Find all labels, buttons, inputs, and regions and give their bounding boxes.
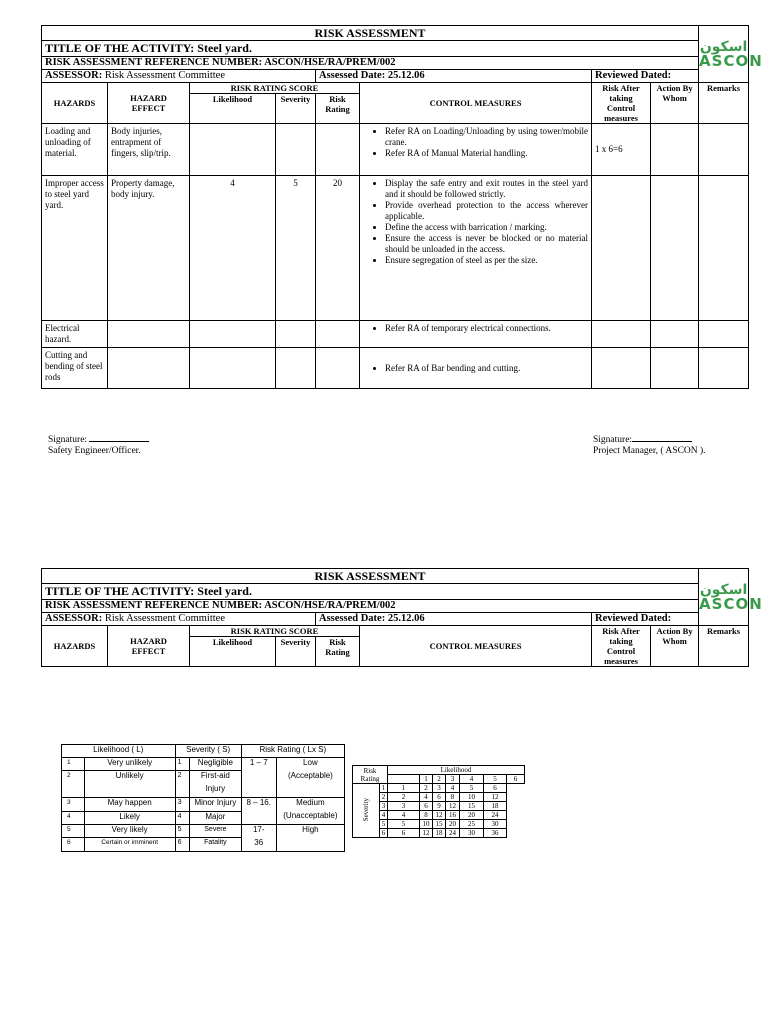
legend-severity bbox=[190, 771, 242, 798]
measures-cell bbox=[360, 321, 592, 348]
severity-cell bbox=[276, 124, 316, 176]
logo-text: ASCON bbox=[699, 51, 763, 70]
matrix-cell: 16 bbox=[446, 811, 460, 820]
matrix-cell: 30 bbox=[460, 829, 484, 838]
reference-number bbox=[42, 57, 699, 70]
col-remarks: Remarks bbox=[699, 626, 749, 667]
matrix-cell: 18 bbox=[484, 802, 507, 811]
action-cell bbox=[651, 124, 699, 176]
measure-item: • Ensure segregation of steel as per the size. bbox=[385, 255, 588, 266]
col-control-measures: CONTROL MEASURES bbox=[360, 626, 592, 667]
after-cell bbox=[592, 348, 651, 389]
measures-cell bbox=[360, 348, 592, 389]
assessed-date bbox=[316, 613, 592, 626]
hazard-cell: Improper access to steel yard yard. bbox=[42, 176, 108, 321]
assessor bbox=[42, 70, 316, 83]
assessor-label: ASSESSOR: bbox=[45, 70, 103, 81]
col-severity: Severity bbox=[276, 94, 316, 124]
legend-severity: Major bbox=[190, 811, 242, 825]
remarks-cell bbox=[699, 176, 749, 321]
risk-assessment-form bbox=[41, 25, 763, 389]
col-control-measures: CONTROL MEASURES bbox=[360, 83, 592, 124]
col-after-1: Risk After bbox=[602, 83, 640, 93]
measures-cell bbox=[360, 124, 592, 176]
title-value: Steel yard. bbox=[197, 41, 252, 55]
matrix-cell: 15 bbox=[433, 820, 446, 829]
ref-label: RISK ASSESSMENT REFERENCE NUMBER: bbox=[45, 600, 263, 611]
activity-title bbox=[42, 41, 699, 57]
action-cell bbox=[651, 348, 699, 389]
matrix-header: 2 bbox=[433, 775, 446, 784]
logo-arabic: اسكون bbox=[699, 581, 748, 598]
likelihood-cell bbox=[190, 321, 276, 348]
matrix-header bbox=[388, 775, 420, 784]
matrix-row bbox=[353, 784, 525, 793]
legend-likelihood: Certain or imminent bbox=[84, 838, 175, 852]
likelihood-cell bbox=[190, 348, 276, 389]
legend-range-med: 8 – 16. bbox=[241, 798, 276, 825]
matrix-cell: 3 bbox=[388, 802, 420, 811]
legend-severity: Fatality bbox=[190, 838, 242, 852]
legend-low-b: (Acceptable) bbox=[287, 771, 333, 780]
measure-item: • Provide overhead protection to the access wherever applicable. bbox=[385, 200, 588, 222]
table-row bbox=[42, 176, 749, 321]
col-action-2: Whom bbox=[662, 636, 687, 646]
matrix-cell: 12 bbox=[446, 802, 460, 811]
col-after-4: measures bbox=[604, 656, 638, 666]
legend-likelihood: Unlikely bbox=[84, 771, 175, 798]
col-effect-line1: HAZARD bbox=[130, 636, 167, 646]
legend-sev-2a: First-aid bbox=[200, 771, 230, 780]
matrix-likelihood-label: Likelihood bbox=[388, 766, 525, 775]
matrix-cell: 36 bbox=[484, 829, 507, 838]
matrix-cell: 12 bbox=[484, 793, 507, 802]
after-cell bbox=[592, 176, 651, 321]
col-risk-rating bbox=[316, 94, 360, 124]
activity-title bbox=[42, 584, 699, 600]
assessor-label: ASSESSOR: bbox=[45, 613, 103, 624]
col-risk-2: Rating bbox=[325, 647, 350, 657]
hazard-cell: Electrical hazard. bbox=[42, 321, 108, 348]
signature-label: Signature: bbox=[48, 435, 88, 445]
legend-severity: Severe bbox=[190, 825, 242, 838]
matrix-cell: 2 bbox=[380, 793, 388, 802]
assessor-value: Risk Assessment Committee bbox=[104, 613, 225, 624]
after-cell: 1 x 6=6 bbox=[592, 124, 651, 176]
legend-med-b: (Unacceptable) bbox=[283, 811, 338, 820]
matrix-cell: 6 bbox=[388, 829, 420, 838]
col-action-by bbox=[651, 83, 699, 124]
matrix-cell: 5 bbox=[388, 820, 420, 829]
col-effect-line1: HAZARD bbox=[130, 93, 167, 103]
signature-role: Safety Engineer/Officer. bbox=[48, 446, 141, 456]
matrix-cell: 4 bbox=[446, 784, 460, 793]
measure-item: • Refer RA on Loading/Unloading by using tower/mobile crane. bbox=[385, 126, 588, 148]
measure-item: • Refer RA of Bar bending and cutting. bbox=[385, 363, 588, 374]
col-after-3: Control bbox=[606, 646, 636, 656]
legend-range-low: 1 – 7 bbox=[241, 758, 276, 798]
effect-cell: Property damage, body injury. bbox=[108, 176, 190, 321]
col-action-1: Action By bbox=[656, 83, 693, 93]
legend-medium bbox=[276, 798, 344, 825]
assessor-value: Risk Assessment Committee bbox=[104, 70, 225, 81]
col-risk-1: Risk bbox=[329, 94, 346, 104]
signature-role: Project Manager, ( ASCON ). bbox=[593, 446, 706, 456]
legend-high-a: 17- bbox=[252, 825, 265, 834]
matrix-cell: 6 bbox=[433, 793, 446, 802]
col-after-2: taking bbox=[609, 636, 633, 646]
matrix-header: 1 bbox=[420, 775, 433, 784]
legend-num: 1 bbox=[175, 758, 189, 771]
col-hazard-effect bbox=[108, 83, 190, 124]
signature-project-manager bbox=[593, 432, 706, 457]
matrix-cell: 2 bbox=[388, 793, 420, 802]
legend-num: 3 bbox=[175, 798, 189, 812]
matrix-cell: 24 bbox=[446, 829, 460, 838]
logo-arabic: اسكون bbox=[699, 38, 748, 55]
col-after-4: measures bbox=[604, 113, 638, 123]
matrix-header: 6 bbox=[507, 775, 525, 784]
col-after-1: Risk After bbox=[602, 626, 640, 636]
matrix-cell: 6 bbox=[420, 802, 433, 811]
form-heading: RISK ASSESSMENT bbox=[42, 569, 699, 584]
matrix-corner-1: Risk bbox=[363, 766, 377, 775]
measure-item: • Refer RA of temporary electrical connections. bbox=[385, 323, 588, 334]
col-effect-line2: EFFECT bbox=[131, 103, 166, 113]
reviewed-date: Reviewed Dated: bbox=[592, 70, 699, 83]
remarks-cell bbox=[699, 348, 749, 389]
after-cell bbox=[592, 321, 651, 348]
legend-head-rating: Risk Rating ( Lx S) bbox=[241, 745, 344, 758]
legend-high-b: 36 bbox=[254, 838, 264, 847]
measure-item: • Define the access with barrication / marking. bbox=[385, 222, 588, 233]
matrix-cell: 4 bbox=[380, 811, 388, 820]
form-heading: RISK ASSESSMENT bbox=[42, 26, 699, 41]
matrix-header: 5 bbox=[484, 775, 507, 784]
legend-num: 4 bbox=[175, 811, 189, 825]
assessor bbox=[42, 613, 316, 626]
legend-range-high bbox=[241, 825, 276, 852]
col-remarks: Remarks bbox=[699, 83, 749, 124]
legend-high: High bbox=[276, 825, 344, 852]
col-risk-after bbox=[592, 626, 651, 667]
ref-value: ASCON/HSE/RA/PREM/002 bbox=[264, 57, 396, 68]
risk-matrix bbox=[352, 765, 525, 838]
table-row bbox=[42, 124, 749, 176]
title-label: TITLE OF THE ACTIVITY: bbox=[45, 584, 195, 598]
col-severity: Severity bbox=[276, 637, 316, 667]
hazard-cell: Loading and unloading of material. bbox=[42, 124, 108, 176]
hazard-cell: Cutting and bending of steel rods bbox=[42, 348, 108, 389]
col-risk-score: RISK RATING SCORE bbox=[190, 83, 360, 94]
matrix-cell: 6 bbox=[484, 784, 507, 793]
rating-legend-table bbox=[61, 744, 345, 852]
signature-line bbox=[89, 432, 149, 442]
col-hazard-effect bbox=[108, 626, 190, 667]
table-row bbox=[42, 321, 749, 348]
col-effect-line2: EFFECT bbox=[131, 646, 166, 656]
reference-number bbox=[42, 600, 699, 613]
assessed-value: 25.12.06 bbox=[387, 613, 425, 624]
legend-likelihood: Likely bbox=[84, 811, 175, 825]
remarks-cell bbox=[699, 124, 749, 176]
ref-value: ASCON/HSE/RA/PREM/002 bbox=[264, 600, 396, 611]
likelihood-cell bbox=[190, 124, 276, 176]
assessed-label: Assessed Date: bbox=[319, 70, 386, 81]
measure-item: • Ensure the access is never be blocked or no material should be unloaded in the access. bbox=[385, 233, 588, 255]
signature-label: Signature: bbox=[593, 435, 633, 445]
matrix-cell: 10 bbox=[460, 793, 484, 802]
legend-low-a: Low bbox=[303, 758, 318, 767]
ascon-logo bbox=[699, 569, 763, 626]
legend-sev-2b: Injury bbox=[205, 784, 226, 793]
severity-cell bbox=[276, 348, 316, 389]
col-risk-1: Risk bbox=[329, 637, 346, 647]
table-row bbox=[42, 348, 749, 389]
legend-head-severity: Severity ( S) bbox=[175, 745, 241, 758]
legend-num: 2 bbox=[62, 771, 85, 798]
assessed-value: 25.12.06 bbox=[387, 70, 425, 81]
matrix-cell: 3 bbox=[380, 802, 388, 811]
matrix-corner-2: Rating bbox=[360, 774, 380, 783]
matrix-cell: 24 bbox=[484, 811, 507, 820]
assessed-label: Assessed Date: bbox=[319, 613, 386, 624]
col-risk-rating bbox=[316, 637, 360, 667]
remarks-cell bbox=[699, 321, 749, 348]
matrix-cell: 5 bbox=[460, 784, 484, 793]
legend-num: 2 bbox=[175, 771, 189, 798]
effect-cell bbox=[108, 348, 190, 389]
matrix-severity-label bbox=[353, 784, 380, 838]
ref-label: RISK ASSESSMENT REFERENCE NUMBER: bbox=[45, 57, 263, 68]
legend-likelihood: Very likely bbox=[84, 825, 175, 838]
title-value: Steel yard. bbox=[197, 584, 252, 598]
matrix-header: 3 bbox=[446, 775, 460, 784]
ascon-logo bbox=[699, 26, 763, 83]
matrix-cell: 8 bbox=[446, 793, 460, 802]
matrix-cell: 1 bbox=[380, 784, 388, 793]
matrix-cell: 12 bbox=[433, 811, 446, 820]
signature-line bbox=[632, 432, 692, 442]
effect-cell bbox=[108, 321, 190, 348]
col-risk-after bbox=[592, 83, 651, 124]
legend-likelihood: Very unlikely bbox=[84, 758, 175, 771]
col-hazards: HAZARDS bbox=[42, 626, 108, 667]
effect-cell: Body injuries, entrapment of fingers, slip/trip. bbox=[108, 124, 190, 176]
col-risk-2: Rating bbox=[325, 104, 350, 114]
matrix-cell: 15 bbox=[460, 802, 484, 811]
matrix-cell: 1 bbox=[388, 784, 420, 793]
col-action-1: Action By bbox=[656, 626, 693, 636]
matrix-cell: 6 bbox=[380, 829, 388, 838]
rating-cell bbox=[316, 348, 360, 389]
col-after-2: taking bbox=[609, 93, 633, 103]
matrix-corner bbox=[353, 766, 388, 784]
logo-text: ASCON bbox=[699, 594, 763, 613]
legend-low bbox=[276, 758, 344, 798]
matrix-cell: 4 bbox=[388, 811, 420, 820]
col-likelihood: Likelihood bbox=[190, 94, 276, 124]
legend-head-likelihood: Likelihood ( L) bbox=[62, 745, 176, 758]
matrix-cell: 8 bbox=[420, 811, 433, 820]
matrix-cell: 3 bbox=[433, 784, 446, 793]
matrix-cell: 30 bbox=[484, 820, 507, 829]
matrix-cell: 18 bbox=[433, 829, 446, 838]
rating-cell bbox=[316, 321, 360, 348]
reviewed-date: Reviewed Dated: bbox=[592, 613, 699, 626]
risk-assessment-form-repeat bbox=[41, 568, 763, 667]
matrix-cell: 12 bbox=[420, 829, 433, 838]
matrix-cell: 20 bbox=[460, 811, 484, 820]
legend-num: 3 bbox=[62, 798, 85, 812]
matrix-cell: 4 bbox=[420, 793, 433, 802]
legend-num: 4 bbox=[62, 811, 85, 825]
title-label: TITLE OF THE ACTIVITY: bbox=[45, 41, 195, 55]
measures-cell bbox=[360, 176, 592, 321]
legend-num: 5 bbox=[62, 825, 85, 838]
legend-severity: Minor Injury bbox=[190, 798, 242, 812]
rating-cell: 20 bbox=[316, 176, 360, 321]
matrix-cell: 5 bbox=[380, 820, 388, 829]
legend-med-a: Medium bbox=[296, 798, 325, 807]
matrix-cell: 25 bbox=[460, 820, 484, 829]
matrix-cell: 10 bbox=[420, 820, 433, 829]
measure-item: • Refer RA of Manual Material handling. bbox=[385, 148, 588, 159]
legend-num: 6 bbox=[62, 838, 85, 852]
matrix-severity-text: Severity bbox=[362, 797, 370, 822]
matrix-cell: 2 bbox=[420, 784, 433, 793]
measure-item: • Display the safe entry and exit routes in the steel yard and it should be followed strictly. bbox=[385, 178, 588, 200]
action-cell bbox=[651, 321, 699, 348]
col-action-2: Whom bbox=[662, 93, 687, 103]
legend-num: 6 bbox=[175, 838, 189, 852]
assessed-date bbox=[316, 70, 592, 83]
col-risk-score: RISK RATING SCORE bbox=[190, 626, 360, 637]
severity-cell bbox=[276, 321, 316, 348]
col-after-3: Control bbox=[606, 103, 636, 113]
col-hazards: HAZARDS bbox=[42, 83, 108, 124]
action-cell bbox=[651, 176, 699, 321]
signature-safety-engineer bbox=[48, 432, 149, 457]
legend-num: 5 bbox=[175, 825, 189, 838]
matrix-header: 4 bbox=[460, 775, 484, 784]
col-action-by bbox=[651, 626, 699, 667]
legend-severity: Negligible bbox=[190, 758, 242, 771]
legend-num: 1 bbox=[62, 758, 85, 771]
likelihood-cell: 4 bbox=[190, 176, 276, 321]
severity-cell: 5 bbox=[276, 176, 316, 321]
matrix-cell: 9 bbox=[433, 802, 446, 811]
col-likelihood: Likelihood bbox=[190, 637, 276, 667]
rating-cell bbox=[316, 124, 360, 176]
legend-likelihood: May happen bbox=[84, 798, 175, 812]
matrix-cell: 20 bbox=[446, 820, 460, 829]
